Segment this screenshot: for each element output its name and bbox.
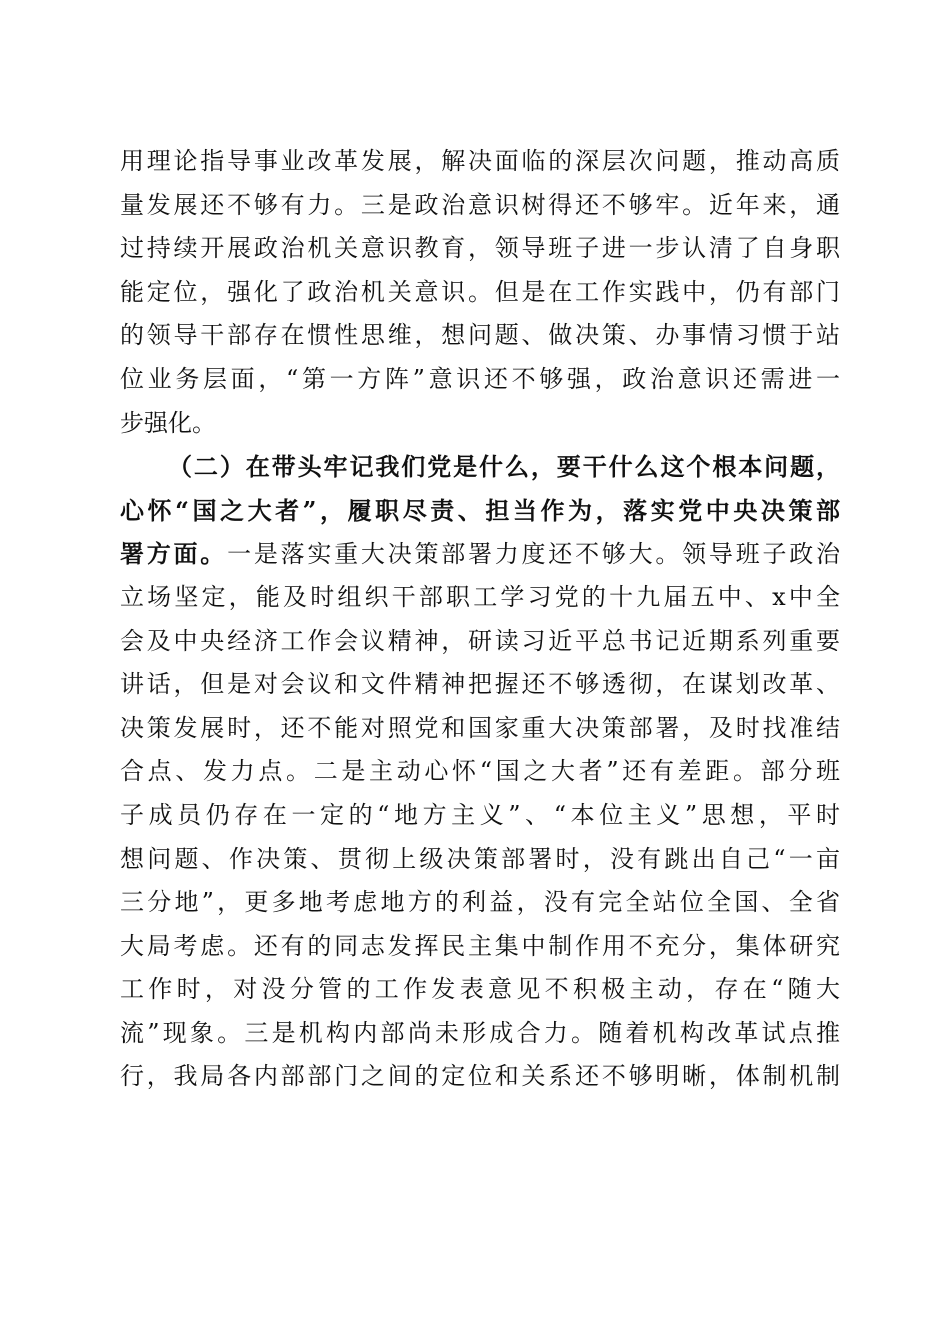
text-line: 子成员仍存在一定的“地方主义”、“本位主义”思想，平时 [120, 800, 840, 829]
text-line: 步强化。 [120, 408, 216, 437]
section-heading-line: 心怀“国之大者”，履职尽责、担当作为，落实党中央决策部 [120, 495, 840, 525]
text-line: 位业务层面，“第一方阵”意识还不够强，政治意识还需进一 [120, 364, 840, 393]
text-line: 用理论指导事业改革发展，解决面临的深层次问题，推动高质 [120, 147, 840, 175]
section-heading-end: 署方面。 [120, 539, 228, 569]
text-line: 行，我局各内部部门之间的定位和关系还不够明晰，体制机制 [120, 1062, 840, 1091]
text-line: 能定位，强化了政治机关意识。但是在工作实践中，仍有部门 [120, 277, 840, 306]
text-line: 的领导干部存在惯性思维，想问题、做决策、办事情习惯于站 [120, 321, 840, 350]
text-line: 合点、发力点。二是主动心怀“国之大者”还有差距。部分班 [120, 757, 840, 786]
document-body [120, 140, 840, 1099]
text-line: 过持续开展政治机关意识教育，领导班子进一步认清了自身职 [120, 234, 840, 263]
text-line [120, 532, 840, 576]
text-line: 讲话，但是对会议和文件精神把握还不够透彻，在谋划改革、 [120, 670, 840, 699]
text-line: 工作时，对没分管的工作发表意见不积极主动，存在“随大 [120, 975, 840, 1004]
text-segment: 一是落实重大决策部署力度还不够大。领导班子政治 [227, 540, 840, 569]
text-line: 大局考虑。还有的同志发挥民主集中制作用不充分，集体研究 [120, 931, 840, 960]
section-heading-line: （二）在带头牢记我们党是什么，要干什么这个根本问题， [168, 452, 840, 482]
text-line: 三分地”，更多地考虑地方的利益，没有完全站位全国、全省 [120, 888, 840, 917]
text-line: 量发展还不够有力。三是政治意识树得还不够牢。近年来，通 [120, 190, 840, 219]
text-line: 流”现象。三是机构内部尚未形成合力。随着机构改革试点推 [120, 1018, 840, 1047]
text-line: 想问题、作决策、贯彻上级决策部署时，没有跳出自己“一亩 [120, 844, 840, 873]
text-line: 决策发展时，还不能对照党和国家重大决策部署，及时找准结 [120, 713, 840, 742]
text-line: 会及中央经济工作会议精神，研读习近平总书记近期系列重要 [120, 626, 840, 655]
text-line: 立场坚定，能及时组织干部职工学习党的十九届五中、x中全 [120, 582, 840, 611]
